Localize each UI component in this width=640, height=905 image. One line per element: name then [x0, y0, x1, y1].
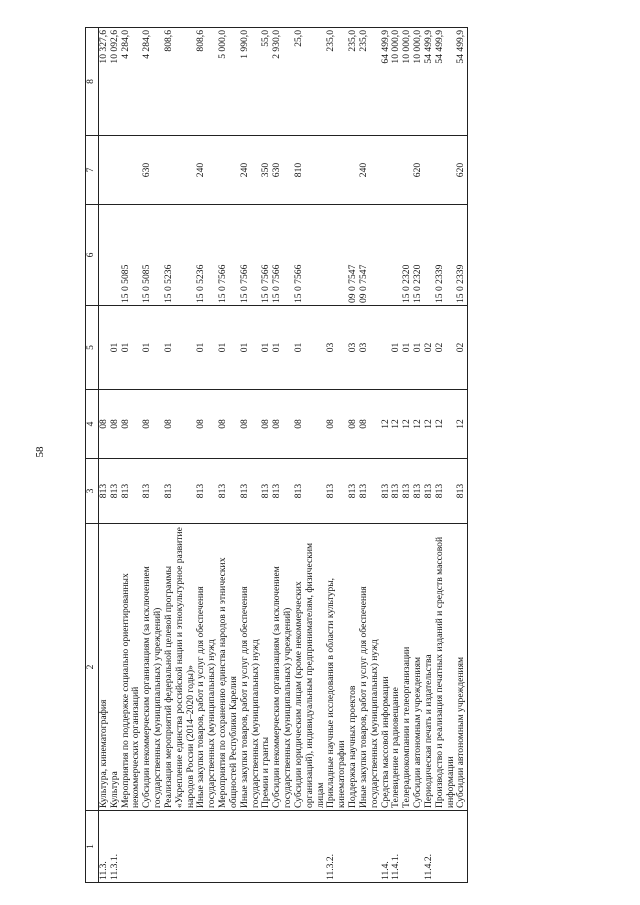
cell-name: Телерадиокомпании и телеорганизации [402, 524, 413, 811]
cell-rz: 12 [402, 390, 413, 459]
cell-csr [99, 205, 110, 306]
cell-name: Периодическая печать и издательства [424, 524, 435, 811]
cell-sum: 10 000,0 [413, 28, 424, 136]
cell-grbs: 813 [348, 459, 359, 524]
cell-pr: 03 [359, 306, 381, 390]
cell-vr: 620 [456, 136, 467, 205]
cell-num [164, 811, 196, 883]
cell-num [218, 811, 240, 883]
cell-rz: 12 [413, 390, 424, 459]
cell-pr: 01 [142, 306, 164, 390]
table-row [121, 28, 143, 883]
cell-grbs: 813 [142, 459, 164, 524]
cell-sum: 54 499,9 [424, 28, 435, 136]
cell-csr: 15 0 7566 [261, 205, 272, 306]
cell-sum: 4 284,0 [121, 28, 143, 136]
cell-sum: 10 327,6 [99, 28, 110, 136]
cell-sum: 4 284,0 [142, 28, 164, 136]
table-row [142, 28, 164, 883]
cell-csr: 15 0 5085 [121, 205, 143, 306]
cell-sum: 235,0 [326, 28, 348, 136]
cell-vr: 240 [359, 136, 381, 205]
cell-grbs: 813 [424, 459, 435, 524]
cell-pr: 01 [218, 306, 240, 390]
cell-rz: 08 [121, 390, 143, 459]
cell-rz: 08 [164, 390, 196, 459]
cell-rz: 08 [272, 390, 294, 459]
cell-num: 11.4.1. [391, 811, 402, 883]
cell-sum: 235,0 [348, 28, 359, 136]
table-row [240, 28, 262, 883]
cell-pr: 01 [164, 306, 196, 390]
cell-num: 11.4.2. [424, 811, 435, 883]
cell-pr: 02 [456, 306, 467, 390]
cell-name: Субсидии некоммерческим организациям (за исключением государственных (муниципальных) учреждений) [272, 524, 294, 811]
header-col-6: 6 [86, 205, 99, 306]
header-col-3: 3 [86, 459, 99, 524]
cell-vr [164, 136, 196, 205]
cell-num [435, 811, 457, 883]
cell-rz: 12 [456, 390, 467, 459]
cell-rz: 08 [218, 390, 240, 459]
cell-name: Производство и реализация печатных изданий и средств массовой информации [435, 524, 457, 811]
cell-csr: 15 0 2320 [413, 205, 424, 306]
cell-csr: 15 0 2339 [435, 205, 457, 306]
cell-rz: 12 [424, 390, 435, 459]
page-number: 58 [34, 446, 46, 458]
cell-grbs: 813 [413, 459, 424, 524]
cell-vr: 240 [196, 136, 218, 205]
cell-csr: 15 0 5085 [142, 205, 164, 306]
cell-sum: 64 499,9 [381, 28, 392, 136]
cell-pr: 01 [110, 306, 121, 390]
cell-csr: 09 0 7547 [348, 205, 359, 306]
cell-vr [110, 136, 121, 205]
cell-rz: 12 [391, 390, 402, 459]
cell-name: Телевидение и радиовещание [391, 524, 402, 811]
cell-csr: 15 0 2339 [456, 205, 467, 306]
rotated-page [85, 28, 630, 883]
cell-grbs: 813 [121, 459, 143, 524]
cell-sum: 54 499,9 [456, 28, 467, 136]
cell-rz: 08 [359, 390, 381, 459]
cell-grbs: 813 [218, 459, 240, 524]
cell-pr: 01 [294, 306, 326, 390]
cell-rz: 08 [294, 390, 326, 459]
cell-pr: 02 [424, 306, 435, 390]
cell-rz: 08 [99, 390, 110, 459]
cell-name: Субсидии юридическим лицам (кроме некоммерческих организаций), индивидуальным предпринимателям, физическим лицам [294, 524, 326, 811]
cell-grbs: 813 [381, 459, 392, 524]
cell-csr [326, 205, 348, 306]
cell-name: Прикладные научные исследования в области культуры, кинематографии [326, 524, 348, 811]
cell-rz: 08 [240, 390, 262, 459]
cell-name: Субсидии некоммерческим организациям (за исключением государственных (муниципальных) учреждений) [142, 524, 164, 811]
cell-grbs: 813 [402, 459, 413, 524]
table-row [294, 28, 326, 883]
cell-name: Культура, кинематография [99, 524, 110, 811]
cell-vr [391, 136, 402, 205]
cell-csr: 15 0 7566 [272, 205, 294, 306]
table-row [272, 28, 294, 883]
cell-num: 11.4. [381, 811, 392, 883]
header-col-5: 5 [86, 306, 99, 390]
cell-sum: 10 000,0 [402, 28, 413, 136]
cell-name: Иные закупки товаров, работ и услуг для обеспечения государственных (муниципальных) нужд [359, 524, 381, 811]
cell-grbs: 813 [99, 459, 110, 524]
cell-num [196, 811, 218, 883]
cell-grbs: 813 [359, 459, 381, 524]
cell-name: Иные закупки товаров, работ и услуг для обеспечения государственных (муниципальных) нужд [196, 524, 218, 811]
cell-csr: 15 0 2320 [402, 205, 413, 306]
cell-grbs: 813 [272, 459, 294, 524]
table-header-row [86, 28, 99, 883]
cell-sum: 235,0 [359, 28, 381, 136]
header-col-8: 8 [86, 28, 99, 136]
cell-rz: 08 [110, 390, 121, 459]
cell-rz: 08 [348, 390, 359, 459]
cell-num [261, 811, 272, 883]
cell-pr: 01 [240, 306, 262, 390]
cell-name: Поддержка научных проектов [348, 524, 359, 811]
cell-name: Премии и гранты [261, 524, 272, 811]
cell-vr: 240 [240, 136, 262, 205]
cell-num [142, 811, 164, 883]
cell-pr: 03 [326, 306, 348, 390]
cell-num: 11.3.2. [326, 811, 348, 883]
cell-pr: 02 [435, 306, 457, 390]
cell-num [272, 811, 294, 883]
cell-csr: 15 0 7566 [218, 205, 240, 306]
cell-csr: 15 0 7566 [294, 205, 326, 306]
cell-csr: 15 0 7566 [240, 205, 262, 306]
cell-grbs: 813 [391, 459, 402, 524]
cell-vr: 350 [261, 136, 272, 205]
cell-pr: 01 [391, 306, 402, 390]
cell-num [402, 811, 413, 883]
cell-grbs: 813 [164, 459, 196, 524]
cell-vr: 630 [142, 136, 164, 205]
cell-sum: 54 499,9 [435, 28, 457, 136]
cell-pr: 01 [121, 306, 143, 390]
cell-grbs: 813 [196, 459, 218, 524]
cell-num [456, 811, 467, 883]
table-row [99, 28, 110, 883]
cell-num: 11.3.1. [110, 811, 121, 883]
cell-pr: 03 [348, 306, 359, 390]
cell-sum: 1 990,0 [240, 28, 262, 136]
header-col-2: 2 [86, 524, 99, 811]
cell-name: Мероприятия по сохранению единства народов и этнических общностей Республики Карелия [218, 524, 240, 811]
table-row [326, 28, 348, 883]
cell-csr [381, 205, 392, 306]
cell-sum: 55,0 [261, 28, 272, 136]
cell-name: Культура [110, 524, 121, 811]
cell-vr [435, 136, 457, 205]
cell-rz: 12 [381, 390, 392, 459]
cell-sum: 808,6 [196, 28, 218, 136]
cell-grbs: 813 [435, 459, 457, 524]
table-row [218, 28, 240, 883]
table-row [359, 28, 381, 883]
cell-grbs: 813 [240, 459, 262, 524]
cell-sum: 2 930,0 [272, 28, 294, 136]
cell-rz: 12 [435, 390, 457, 459]
header-col-1: 1 [86, 811, 99, 883]
cell-vr [121, 136, 143, 205]
cell-vr: 620 [413, 136, 424, 205]
cell-grbs: 813 [326, 459, 348, 524]
cell-rz: 08 [326, 390, 348, 459]
cell-num [240, 811, 262, 883]
table-row [164, 28, 196, 883]
cell-csr: 15 0 5236 [196, 205, 218, 306]
cell-grbs: 813 [261, 459, 272, 524]
table-row [456, 28, 467, 883]
cell-pr: 01 [413, 306, 424, 390]
cell-num: 11.3. [99, 811, 110, 883]
cell-sum: 25,0 [294, 28, 326, 136]
cell-pr: 01 [261, 306, 272, 390]
cell-name: Субсидии автономным учреждениям [413, 524, 424, 811]
table-row [435, 28, 457, 883]
cell-vr [326, 136, 348, 205]
cell-vr: 630 [272, 136, 294, 205]
cell-pr: 01 [196, 306, 218, 390]
cell-vr [381, 136, 392, 205]
cell-num [359, 811, 381, 883]
cell-rz: 08 [261, 390, 272, 459]
cell-num [348, 811, 359, 883]
header-col-4: 4 [86, 390, 99, 459]
cell-grbs: 813 [294, 459, 326, 524]
cell-pr: 01 [272, 306, 294, 390]
cell-sum: 10 000,0 [391, 28, 402, 136]
cell-csr: 09 0 7547 [359, 205, 381, 306]
cell-name: Мероприятия по поддержке социально ориентированных некоммерческих организаций [121, 524, 143, 811]
cell-vr [99, 136, 110, 205]
header-col-7: 7 [86, 136, 99, 205]
cell-vr [218, 136, 240, 205]
cell-grbs: 813 [110, 459, 121, 524]
cell-pr: 01 [402, 306, 413, 390]
cell-vr: 810 [294, 136, 326, 205]
cell-num [294, 811, 326, 883]
cell-rz: 08 [196, 390, 218, 459]
cell-csr: 15 0 5236 [164, 205, 196, 306]
cell-name: Реализация мероприятий федеральной целевой программы «Укрепление единства российской нации и этнокультурное развитие народов России (2014–2020 годы)» [164, 524, 196, 811]
cell-sum: 808,6 [164, 28, 196, 136]
table-row [196, 28, 218, 883]
cell-vr [424, 136, 435, 205]
table-body [99, 28, 468, 883]
cell-name: Иные закупки товаров, работ и услуг для обеспечения государственных (муниципальных) нужд [240, 524, 262, 811]
cell-rz: 08 [142, 390, 164, 459]
budget-table [85, 27, 468, 883]
cell-sum: 5 000,0 [218, 28, 240, 136]
cell-name: Средства массовой информации [381, 524, 392, 811]
cell-name: Субсидии автономным учреждениям [456, 524, 467, 811]
cell-sum: 10 092,6 [110, 28, 121, 136]
cell-num [121, 811, 143, 883]
cell-grbs: 813 [456, 459, 467, 524]
